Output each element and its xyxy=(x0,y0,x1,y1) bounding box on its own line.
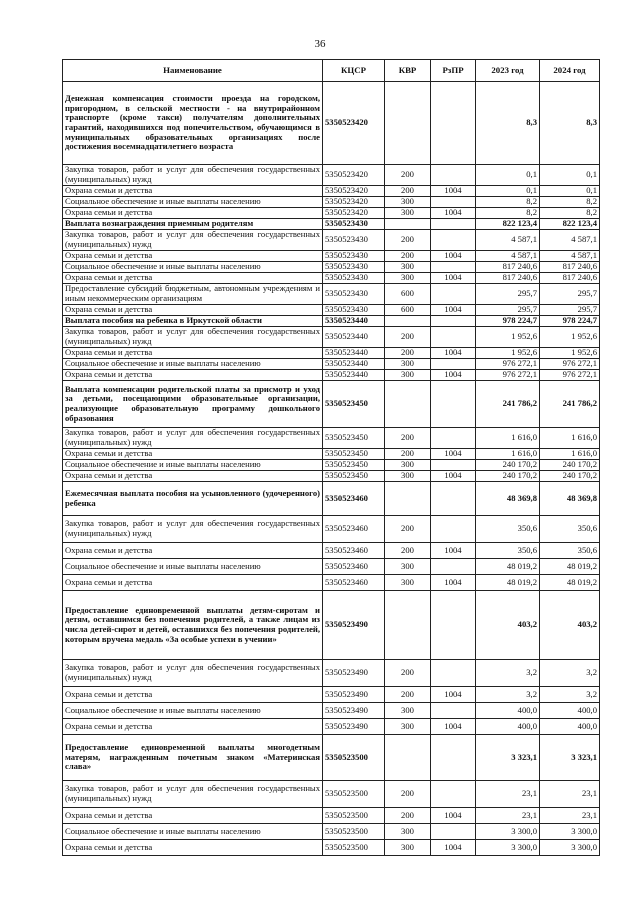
cell-rzpr xyxy=(431,219,476,230)
header-row xyxy=(63,60,600,82)
cell-2024: 976 272,1 xyxy=(540,370,600,381)
cell-kvr: 300 xyxy=(385,559,431,575)
table-row xyxy=(63,165,600,186)
table-row xyxy=(63,591,600,660)
cell-name: Охрана семьи и детства xyxy=(63,208,323,219)
cell-rzpr: 1004 xyxy=(431,348,476,359)
cell-kvr: 300 xyxy=(385,719,431,735)
cell-2024: 23,1 xyxy=(540,781,600,808)
cell-kvr: 200 xyxy=(385,781,431,808)
cell-kcsr: 5350523500 xyxy=(323,840,385,856)
table-row xyxy=(63,460,600,471)
cell-2024: 48 369,8 xyxy=(540,482,600,516)
cell-2024: 350,6 xyxy=(540,543,600,559)
cell-2023: 48 019,2 xyxy=(476,559,540,575)
table-row xyxy=(63,370,600,381)
cell-2023: 817 240,6 xyxy=(476,262,540,273)
cell-2024: 48 019,2 xyxy=(540,575,600,591)
cell-kcsr: 5350523460 xyxy=(323,559,385,575)
cell-2023: 240 170,2 xyxy=(476,460,540,471)
cell-2023: 4 587,1 xyxy=(476,251,540,262)
cell-2023: 0,1 xyxy=(476,186,540,197)
table-row xyxy=(63,824,600,840)
cell-kvr: 300 xyxy=(385,824,431,840)
table-row xyxy=(63,262,600,273)
cell-kvr: 200 xyxy=(385,348,431,359)
cell-2023: 817 240,6 xyxy=(476,273,540,284)
cell-rzpr xyxy=(431,262,476,273)
cell-name: Закупка товаров, работ и услуг для обеспечения государственных (муниципальных) нужд xyxy=(63,327,323,348)
cell-kvr xyxy=(385,482,431,516)
cell-2024: 1 616,0 xyxy=(540,449,600,460)
cell-kvr: 300 xyxy=(385,471,431,482)
table-row xyxy=(63,359,600,370)
cell-2023: 1 952,6 xyxy=(476,348,540,359)
table-row xyxy=(63,219,600,230)
cell-rzpr xyxy=(431,284,476,305)
col-header-kcsr: КЦСР xyxy=(323,60,385,82)
table-row xyxy=(63,559,600,575)
cell-kcsr: 5350523430 xyxy=(323,284,385,305)
cell-2023: 48 019,2 xyxy=(476,575,540,591)
cell-kcsr: 5350523440 xyxy=(323,316,385,327)
cell-2023: 3 300,0 xyxy=(476,824,540,840)
cell-2024: 48 019,2 xyxy=(540,559,600,575)
cell-2023: 350,6 xyxy=(476,516,540,543)
cell-name: Социальное обеспечение и иные выплаты населению xyxy=(63,359,323,370)
cell-2024: 8,3 xyxy=(540,82,600,165)
cell-kvr: 200 xyxy=(385,327,431,348)
cell-2023: 350,6 xyxy=(476,543,540,559)
cell-kcsr: 5350523450 xyxy=(323,460,385,471)
cell-name: Охрана семьи и детства xyxy=(63,370,323,381)
cell-kvr: 300 xyxy=(385,262,431,273)
cell-kcsr: 5350523460 xyxy=(323,543,385,559)
cell-2024: 400,0 xyxy=(540,719,600,735)
cell-name: Социальное обеспечение и иные выплаты населению xyxy=(63,703,323,719)
cell-name: Предоставление единовременной выплаты многодетным матерям, награжденным почетным знаком «Материнская слава» xyxy=(63,735,323,781)
cell-rzpr xyxy=(431,660,476,687)
cell-kvr: 200 xyxy=(385,251,431,262)
cell-rzpr xyxy=(431,781,476,808)
table-row xyxy=(63,660,600,687)
table-row xyxy=(63,575,600,591)
cell-2024: 295,7 xyxy=(540,305,600,316)
cell-rzpr xyxy=(431,559,476,575)
table-row xyxy=(63,703,600,719)
cell-rzpr: 1004 xyxy=(431,575,476,591)
cell-2023: 240 170,2 xyxy=(476,471,540,482)
cell-rzpr xyxy=(431,591,476,660)
cell-name: Ежемесячная выплата пособия на усыновленного (удочеренного) ребенка xyxy=(63,482,323,516)
cell-2024: 350,6 xyxy=(540,516,600,543)
table-row xyxy=(63,82,600,165)
cell-name: Социальное обеспечение и иные выплаты населению xyxy=(63,460,323,471)
cell-2024: 8,2 xyxy=(540,208,600,219)
cell-kcsr: 5350523440 xyxy=(323,370,385,381)
page-number: 36 xyxy=(314,38,326,50)
cell-kvr: 600 xyxy=(385,305,431,316)
cell-name: Социальное обеспечение и иные выплаты населению xyxy=(63,197,323,208)
cell-2024: 3 300,0 xyxy=(540,840,600,856)
cell-2023: 3,2 xyxy=(476,660,540,687)
cell-kcsr: 5350523450 xyxy=(323,428,385,449)
cell-rzpr xyxy=(431,327,476,348)
cell-2023: 1 952,6 xyxy=(476,327,540,348)
cell-name: Денежная компенсация стоимости проезда на городском, пригородном, в сельской местности - на внутрирайонном транспорте (кроме такси) получателям дополнительных гарантий, находившихся под попечительством, обучающимся в муниципальных образовательных организациях после достижения восемнадцатилетнего возраста xyxy=(63,82,323,165)
cell-2024: 0,1 xyxy=(540,165,600,186)
cell-rzpr: 1004 xyxy=(431,840,476,856)
table-row xyxy=(63,428,600,449)
cell-name: Выплата вознаграждения приемным родителям xyxy=(63,219,323,230)
cell-2023: 8,3 xyxy=(476,82,540,165)
cell-2023: 3 323,1 xyxy=(476,735,540,781)
cell-name: Социальное обеспечение и иные выплаты населению xyxy=(63,262,323,273)
cell-kvr: 300 xyxy=(385,197,431,208)
table-row xyxy=(63,251,600,262)
cell-rzpr xyxy=(431,381,476,428)
cell-2023: 4 587,1 xyxy=(476,230,540,251)
cell-rzpr xyxy=(431,460,476,471)
cell-name: Охрана семьи и детства xyxy=(63,719,323,735)
cell-kcsr: 5350523420 xyxy=(323,186,385,197)
cell-2023: 23,1 xyxy=(476,781,540,808)
cell-kcsr: 5350523460 xyxy=(323,482,385,516)
cell-name: Закупка товаров, работ и услуг для обеспечения государственных (муниципальных) нужд xyxy=(63,428,323,449)
cell-kcsr: 5350523490 xyxy=(323,660,385,687)
cell-name: Охрана семьи и детства xyxy=(63,543,323,559)
table-row xyxy=(63,449,600,460)
cell-name: Охрана семьи и детства xyxy=(63,305,323,316)
cell-kvr: 300 xyxy=(385,840,431,856)
cell-name: Закупка товаров, работ и услуг для обеспечения государственных (муниципальных) нужд xyxy=(63,660,323,687)
table-row xyxy=(63,471,600,482)
cell-2024: 4 587,1 xyxy=(540,230,600,251)
cell-kvr: 200 xyxy=(385,660,431,687)
cell-name: Охрана семьи и детства xyxy=(63,186,323,197)
cell-kcsr: 5350523440 xyxy=(323,359,385,370)
budget-table xyxy=(62,59,600,856)
cell-name: Охрана семьи и детства xyxy=(63,251,323,262)
cell-kvr xyxy=(385,82,431,165)
cell-name: Социальное обеспечение и иные выплаты населению xyxy=(63,559,323,575)
table-row xyxy=(63,840,600,856)
table-row xyxy=(63,543,600,559)
cell-2024: 403,2 xyxy=(540,591,600,660)
cell-kvr: 200 xyxy=(385,687,431,703)
cell-rzpr xyxy=(431,197,476,208)
cell-2023: 8,2 xyxy=(476,208,540,219)
cell-rzpr: 1004 xyxy=(431,543,476,559)
table-row xyxy=(63,208,600,219)
cell-2024: 241 786,2 xyxy=(540,381,600,428)
cell-2023: 976 272,1 xyxy=(476,370,540,381)
cell-2024: 3 323,1 xyxy=(540,735,600,781)
cell-kcsr: 5350523450 xyxy=(323,471,385,482)
cell-name: Закупка товаров, работ и услуг для обеспечения государственных (муниципальных) нужд xyxy=(63,230,323,251)
cell-kcsr: 5350523500 xyxy=(323,808,385,824)
cell-kvr: 200 xyxy=(385,543,431,559)
cell-kcsr: 5350523490 xyxy=(323,591,385,660)
cell-kcsr: 5350523430 xyxy=(323,230,385,251)
cell-kcsr: 5350523440 xyxy=(323,327,385,348)
cell-rzpr: 1004 xyxy=(431,808,476,824)
cell-name: Охрана семьи и детства xyxy=(63,575,323,591)
cell-kvr: 200 xyxy=(385,165,431,186)
cell-kvr: 300 xyxy=(385,273,431,284)
cell-name: Закупка товаров, работ и услуг для обеспечения государственных (муниципальных) нужд xyxy=(63,165,323,186)
cell-2024: 3,2 xyxy=(540,687,600,703)
cell-rzpr: 1004 xyxy=(431,251,476,262)
cell-2023: 1 616,0 xyxy=(476,449,540,460)
table-row xyxy=(63,516,600,543)
cell-name: Охрана семьи и детства xyxy=(63,273,323,284)
cell-2024: 240 170,2 xyxy=(540,471,600,482)
cell-kvr xyxy=(385,735,431,781)
table-row xyxy=(63,327,600,348)
cell-rzpr xyxy=(431,165,476,186)
cell-rzpr: 1004 xyxy=(431,186,476,197)
cell-2024: 400,0 xyxy=(540,703,600,719)
cell-rzpr: 1004 xyxy=(431,273,476,284)
cell-kvr: 200 xyxy=(385,516,431,543)
col-header-rzpr: РзПР xyxy=(431,60,476,82)
cell-kvr xyxy=(385,591,431,660)
cell-rzpr: 1004 xyxy=(431,687,476,703)
cell-kvr: 300 xyxy=(385,370,431,381)
table-row xyxy=(63,230,600,251)
table-header xyxy=(63,60,600,82)
cell-rzpr xyxy=(431,735,476,781)
cell-2024: 3,2 xyxy=(540,660,600,687)
cell-2023: 241 786,2 xyxy=(476,381,540,428)
table-row xyxy=(63,197,600,208)
cell-kvr: 300 xyxy=(385,460,431,471)
cell-kcsr: 5350523460 xyxy=(323,575,385,591)
cell-2023: 8,2 xyxy=(476,197,540,208)
cell-rzpr: 1004 xyxy=(431,305,476,316)
cell-kcsr: 5350523460 xyxy=(323,516,385,543)
cell-kvr: 200 xyxy=(385,449,431,460)
cell-2023: 23,1 xyxy=(476,808,540,824)
cell-kcsr: 5350523450 xyxy=(323,449,385,460)
cell-2024: 1 952,6 xyxy=(540,327,600,348)
table-row xyxy=(63,284,600,305)
cell-2023: 822 123,4 xyxy=(476,219,540,230)
cell-kcsr: 5350523500 xyxy=(323,781,385,808)
cell-name: Охрана семьи и детства xyxy=(63,449,323,460)
cell-kvr xyxy=(385,219,431,230)
cell-2023: 0,1 xyxy=(476,165,540,186)
cell-2024: 8,2 xyxy=(540,197,600,208)
cell-kcsr: 5350523420 xyxy=(323,197,385,208)
cell-rzpr xyxy=(431,316,476,327)
cell-2023: 3,2 xyxy=(476,687,540,703)
cell-kvr: 300 xyxy=(385,703,431,719)
cell-name: Закупка товаров, работ и услуг для обеспечения государственных (муниципальных) нужд xyxy=(63,516,323,543)
table-row xyxy=(63,781,600,808)
cell-name: Выплата компенсации родительской платы за присмотр и уход за детьми, посещающими образовательные организации, реализующие образовательную программу дошкольного образования xyxy=(63,381,323,428)
cell-2024: 1 952,6 xyxy=(540,348,600,359)
cell-kvr: 200 xyxy=(385,186,431,197)
cell-kcsr: 5350523500 xyxy=(323,824,385,840)
cell-kvr: 300 xyxy=(385,575,431,591)
cell-2024: 978 224,7 xyxy=(540,316,600,327)
cell-2023: 403,2 xyxy=(476,591,540,660)
cell-name: Охрана семьи и детства xyxy=(63,687,323,703)
cell-name: Предоставление единовременной выплаты детям-сиротам и детям, оставшимся без попечения родителей, а также лицам из числа детей-сирот и детей, оставшихся без попечения родителей, которым вручена медаль «За особые успехи в учении» xyxy=(63,591,323,660)
table-row xyxy=(63,687,600,703)
cell-kcsr: 5350523490 xyxy=(323,703,385,719)
col-header-2023: 2023 год xyxy=(476,60,540,82)
table-row xyxy=(63,482,600,516)
cell-kvr xyxy=(385,316,431,327)
cell-2024: 822 123,4 xyxy=(540,219,600,230)
cell-rzpr xyxy=(431,703,476,719)
cell-2024: 0,1 xyxy=(540,186,600,197)
cell-rzpr: 1004 xyxy=(431,471,476,482)
cell-name: Охрана семьи и детства xyxy=(63,471,323,482)
table-row xyxy=(63,735,600,781)
cell-kcsr: 5350523430 xyxy=(323,262,385,273)
table-row xyxy=(63,305,600,316)
cell-name: Закупка товаров, работ и услуг для обеспечения государственных (муниципальных) нужд xyxy=(63,781,323,808)
cell-2023: 400,0 xyxy=(476,719,540,735)
cell-2024: 817 240,6 xyxy=(540,262,600,273)
cell-2024: 976 272,1 xyxy=(540,359,600,370)
cell-name: Социальное обеспечение и иные выплаты населению xyxy=(63,824,323,840)
cell-rzpr xyxy=(431,516,476,543)
cell-kvr: 300 xyxy=(385,359,431,370)
cell-2023: 978 224,7 xyxy=(476,316,540,327)
cell-2024: 240 170,2 xyxy=(540,460,600,471)
cell-kcsr: 5350523430 xyxy=(323,305,385,316)
cell-2023: 295,7 xyxy=(476,305,540,316)
cell-2024: 4 587,1 xyxy=(540,251,600,262)
cell-kcsr: 5350523420 xyxy=(323,208,385,219)
cell-name: Предоставление субсидий бюджетным, автономным учреждениям и иным некоммерческим организациям xyxy=(63,284,323,305)
cell-2024: 1 616,0 xyxy=(540,428,600,449)
cell-2024: 817 240,6 xyxy=(540,273,600,284)
cell-2023: 400,0 xyxy=(476,703,540,719)
cell-kvr: 600 xyxy=(385,284,431,305)
cell-kcsr: 5350523500 xyxy=(323,735,385,781)
col-header-2024: 2024 год xyxy=(540,60,600,82)
table-body xyxy=(63,82,600,856)
cell-name: Охрана семьи и детства xyxy=(63,348,323,359)
cell-name: Охрана семьи и детства xyxy=(63,840,323,856)
cell-2023: 3 300,0 xyxy=(476,840,540,856)
cell-2024: 3 300,0 xyxy=(540,824,600,840)
cell-rzpr: 1004 xyxy=(431,370,476,381)
table-row xyxy=(63,808,600,824)
cell-kcsr: 5350523450 xyxy=(323,381,385,428)
cell-2023: 48 369,8 xyxy=(476,482,540,516)
cell-rzpr: 1004 xyxy=(431,449,476,460)
cell-kvr: 300 xyxy=(385,208,431,219)
cell-rzpr xyxy=(431,359,476,370)
cell-name: Выплата пособия на ребенка в Иркутской области xyxy=(63,316,323,327)
cell-2024: 295,7 xyxy=(540,284,600,305)
cell-rzpr xyxy=(431,82,476,165)
cell-kvr xyxy=(385,381,431,428)
cell-kcsr: 5350523440 xyxy=(323,348,385,359)
cell-rzpr xyxy=(431,824,476,840)
table-row xyxy=(63,719,600,735)
cell-2023: 976 272,1 xyxy=(476,359,540,370)
cell-kcsr: 5350523430 xyxy=(323,251,385,262)
cell-rzpr: 1004 xyxy=(431,208,476,219)
cell-name: Охрана семьи и детства xyxy=(63,808,323,824)
cell-2023: 1 616,0 xyxy=(476,428,540,449)
cell-2024: 23,1 xyxy=(540,808,600,824)
cell-kvr: 200 xyxy=(385,808,431,824)
cell-kvr: 200 xyxy=(385,230,431,251)
col-header-kvr: КВР xyxy=(385,60,431,82)
cell-rzpr xyxy=(431,482,476,516)
cell-2023: 295,7 xyxy=(476,284,540,305)
cell-kcsr: 5350523430 xyxy=(323,219,385,230)
col-header-name: Наименование xyxy=(63,60,323,82)
table-row xyxy=(63,348,600,359)
table-row xyxy=(63,186,600,197)
cell-rzpr xyxy=(431,230,476,251)
cell-kvr: 200 xyxy=(385,428,431,449)
cell-kcsr: 5350523490 xyxy=(323,687,385,703)
cell-rzpr xyxy=(431,428,476,449)
table-row xyxy=(63,273,600,284)
cell-kcsr: 5350523420 xyxy=(323,82,385,165)
table-row xyxy=(63,381,600,428)
table-row xyxy=(63,316,600,327)
cell-kcsr: 5350523430 xyxy=(323,273,385,284)
cell-kcsr: 5350523420 xyxy=(323,165,385,186)
cell-rzpr: 1004 xyxy=(431,719,476,735)
cell-kcsr: 5350523490 xyxy=(323,719,385,735)
